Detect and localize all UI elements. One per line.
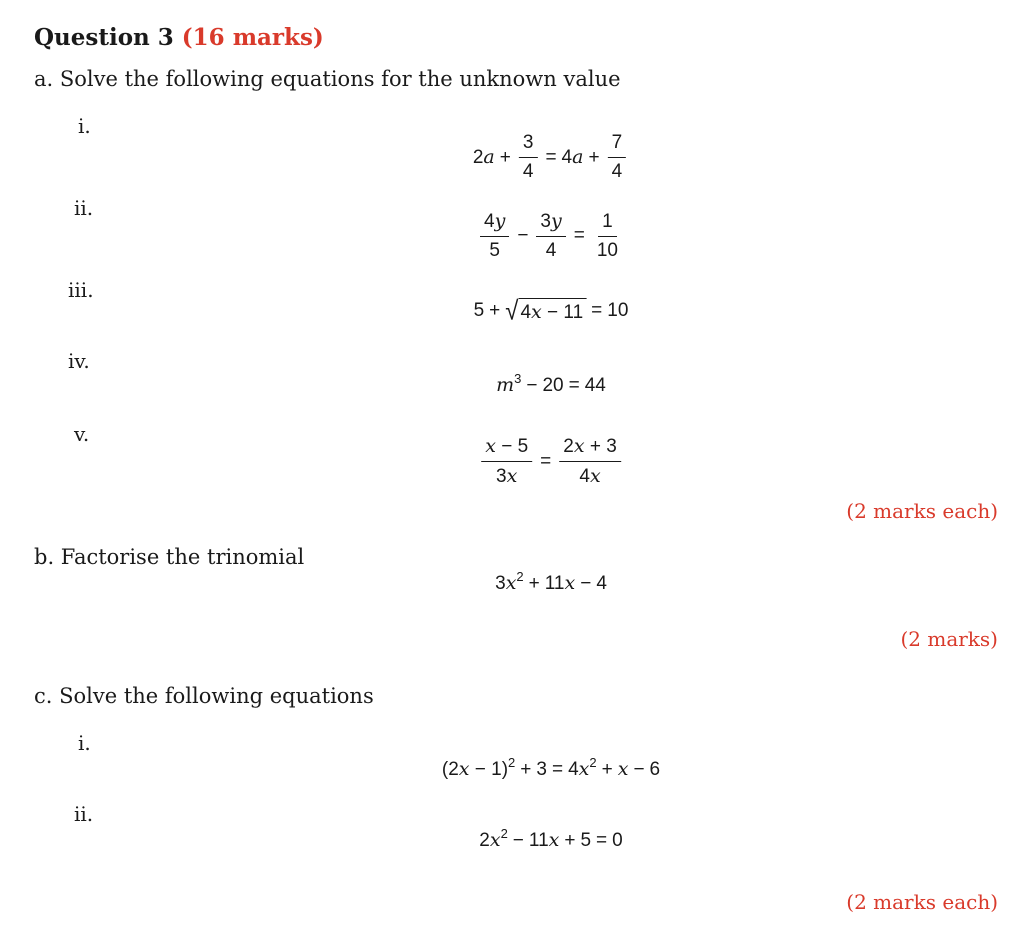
equation-c-i: $(2x - 1)^2$ + 3 = $4x^2$ + x − 6: [441, 755, 661, 780]
equation-b: $3x^2$ + 11x − 4: [495, 569, 607, 594]
part-c-item-2-number: ii.: [74, 802, 94, 826]
part-b-label: b. Factorise the trinomial: [34, 545, 305, 569]
part-c-label: c. Solve the following equations: [34, 684, 374, 708]
part-c-item-1-number: i.: [78, 731, 91, 755]
question-number: Question 3: [34, 24, 174, 51]
equation-a-iii: 5 + √ 4x − 11 = 10: [473, 296, 629, 327]
part-a-marks: (2 marks each): [846, 499, 998, 523]
part-b-marks: (2 marks): [900, 627, 998, 651]
part-a-item-2-number: ii.: [74, 196, 94, 220]
equation-c-ii: $2x^2$ − 11x + 5 = 0: [479, 826, 623, 851]
equation-a-ii: $\frac{4y}{5}$ − $\frac{3y}{4}$ = $\frac{1}{10}$: [477, 210, 625, 262]
equation-a-v: $\frac{x - 5}{3x}$ = $\frac{2x + 3}{4x}$: [478, 435, 624, 488]
equation-a-i: 2a + $\frac{3}{4}$ = 4a + $\frac{7}{4}$: [473, 132, 629, 183]
equation-a-iv: $m^3$ − 20 = 44: [496, 371, 606, 396]
part-c-marks: (2 marks each): [846, 890, 998, 914]
part-a-label: a. Solve the following equations for the unknown value: [34, 67, 621, 91]
question-title: [34, 24, 324, 51]
part-a-item-5-number: v.: [74, 422, 90, 446]
part-a-item-1-number: i.: [78, 114, 91, 138]
part-a-item-4-number: iv.: [68, 349, 90, 373]
part-a-item-3-number: iii.: [68, 278, 94, 302]
question-marks: (16 marks): [181, 24, 324, 51]
